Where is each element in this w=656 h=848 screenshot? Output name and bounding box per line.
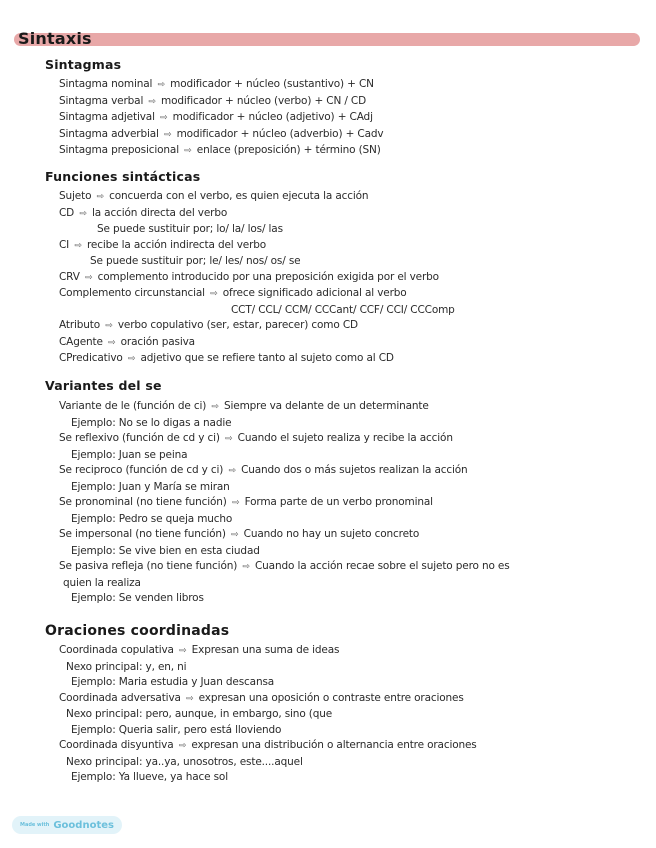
- arrow-right-icon: ⇨: [231, 498, 240, 508]
- list-subitem: Ejemplo: Maria estudia y Juan descansa: [71, 676, 275, 688]
- list-item: Se pronominal (no tiene función) ⇨ Forma parte de un verbo pronominal: [59, 496, 433, 508]
- arrow-right-icon: ⇨: [225, 434, 233, 444]
- list-subitem: Nexo principal: y, en, ni: [66, 660, 187, 673]
- arrow-right-icon: ⇨: [127, 354, 136, 364]
- list-item: Se impersonal (no tiene función) ⇨ Cuando no hay un sujeto concreto: [59, 528, 420, 540]
- list-item: Se reflexivo (función de cd y ci) ⇨ Cuando el sujeto realiza y recibe la acción: [59, 432, 453, 444]
- list-item: CD ⇨ la acción directa del verbo: [59, 206, 228, 219]
- section-heading: Oraciones coordinadas: [42, 623, 235, 640]
- list-item: Coordinada adversativa ⇨ expresan una oposición o contraste entre oraciones: [59, 691, 464, 704]
- list-item: Sintagma nominal ⇨ modificador + núcleo (sustantivo) + CN: [59, 78, 374, 90]
- list-subitem: Ejemplo: Juan y María se miran: [71, 480, 230, 493]
- list-subitem: CCT/ CCL/ CCM/ CCCant/ CCF/ CCI/ CCComp: [231, 303, 455, 316]
- arrow-right-icon: ⇨: [179, 646, 187, 656]
- list-item: Sintagma adverbial ⇨ modificador + núcleo (adverbio) + Cadv: [59, 127, 384, 140]
- section-coordinadas: [0, 620, 656, 786]
- list-item: Sintagma preposicional ⇨ enlace (preposición) + término (SN): [59, 144, 381, 156]
- list-item: Complemento circunstancial ⇨ ofrece significado adicional al verbo: [59, 287, 407, 299]
- goodnotes-logo: Goodnotes: [53, 819, 114, 831]
- badge-prefix: Made with: [20, 822, 50, 828]
- list-item: CAgente ⇨ oración pasiva: [59, 335, 195, 348]
- arrow-right-icon: ⇨: [96, 192, 104, 202]
- list-item: Coordinada disyuntiva ⇨ expresan una distribución o alternancia entre oraciones: [59, 739, 477, 751]
- arrow-right-icon: ⇨: [178, 741, 187, 751]
- list-item: Sintagma adjetival ⇨ modificador + núcleo (adjetivo) + CAdj: [59, 111, 373, 123]
- section-heading: Variantes del se: [42, 378, 168, 393]
- section-heading: Funciones sintácticas: [42, 169, 206, 184]
- list-item: Variante de le (función de ci) ⇨ Siempre va delante de un determinante: [59, 400, 429, 412]
- list-subitem: quien la realiza: [63, 576, 141, 589]
- section-sintagmas: [0, 54, 656, 160]
- made-with-goodnotes-badge[interactable]: [12, 816, 122, 834]
- list-subitem: Ejemplo: Ya llueve, ya hace sol: [71, 771, 228, 783]
- arrow-right-icon: ⇨: [79, 208, 87, 219]
- list-subitem: Ejemplo: Se venden libros: [71, 592, 204, 604]
- list-subitem: Se puede sustituir por; lo/ la/ los/ las: [97, 223, 283, 235]
- list-subitem: Nexo principal: pero, aunque, in embargo, sino (que: [66, 708, 333, 720]
- title-highlight: [14, 33, 640, 46]
- arrow-right-icon: ⇨: [242, 562, 250, 572]
- list-subitem: Ejemplo: Pedro se queja mucho: [71, 512, 233, 525]
- list-item: Sintagma verbal ⇨ modificador + núcleo (verbo) + CN / CD: [59, 94, 367, 107]
- list-item: CRV ⇨ complemento introducido por una preposición exigida por el verbo: [59, 270, 439, 283]
- arrow-right-icon: ⇨: [105, 321, 113, 331]
- list-subitem: Ejemplo: Juan se peina: [71, 448, 188, 461]
- list-item: CPredicativo ⇨ adjetivo que se refiere tanto al sujeto como al CD: [59, 352, 394, 364]
- arrow-right-icon: ⇨: [228, 466, 236, 476]
- section-funciones: [0, 166, 656, 368]
- list-item: CI ⇨ recibe la acción indirecta del verbo: [59, 238, 267, 251]
- arrow-right-icon: ⇨: [184, 146, 192, 156]
- arrow-right-icon: ⇨: [157, 80, 165, 90]
- arrow-right-icon: ⇨: [163, 129, 172, 140]
- list-item: Se reciproco (función de cd y ci) ⇨ Cuando dos o más sujetos realizan la acción: [59, 464, 468, 476]
- arrow-right-icon: ⇨: [148, 96, 156, 107]
- list-subitem: Se puede sustituir por; le/ les/ nos/ os/ se: [90, 255, 301, 267]
- arrow-right-icon: ⇨: [74, 240, 82, 251]
- list-subitem: Ejemplo: Se vive bien en esta ciudad: [71, 544, 260, 557]
- list-item: Coordinada copulativa ⇨ Expresan una suma de ideas: [59, 644, 340, 656]
- section-variantes: [0, 375, 656, 607]
- arrow-right-icon: ⇨: [186, 693, 194, 704]
- list-item: Atributo ⇨ verbo copulativo (ser, estar, parecer) como CD: [59, 319, 358, 331]
- list-subitem: Ejemplo: Queria salir, pero está lloviendo: [71, 723, 282, 736]
- list-subitem: Nexo principal: ya..ya, unosotros, este....aquel: [66, 755, 303, 768]
- arrow-right-icon: ⇨: [108, 337, 116, 348]
- arrow-right-icon: ⇨: [160, 113, 168, 123]
- arrow-right-icon: ⇨: [211, 402, 219, 412]
- page-title: Sintaxis: [18, 29, 92, 48]
- list-item: Sujeto ⇨ concuerda con el verbo, es quien ejecuta la acción: [59, 190, 369, 202]
- arrow-right-icon: ⇨: [231, 530, 239, 540]
- arrow-right-icon: ⇨: [85, 272, 93, 283]
- arrow-right-icon: ⇨: [210, 289, 218, 299]
- list-item: Se pasiva refleja (no tiene función) ⇨ Cuando la acción recae sobre el sujeto pero no es: [59, 560, 510, 572]
- list-subitem: Ejemplo: No se lo digas a nadie: [71, 416, 232, 429]
- section-heading: Sintagmas: [42, 57, 127, 72]
